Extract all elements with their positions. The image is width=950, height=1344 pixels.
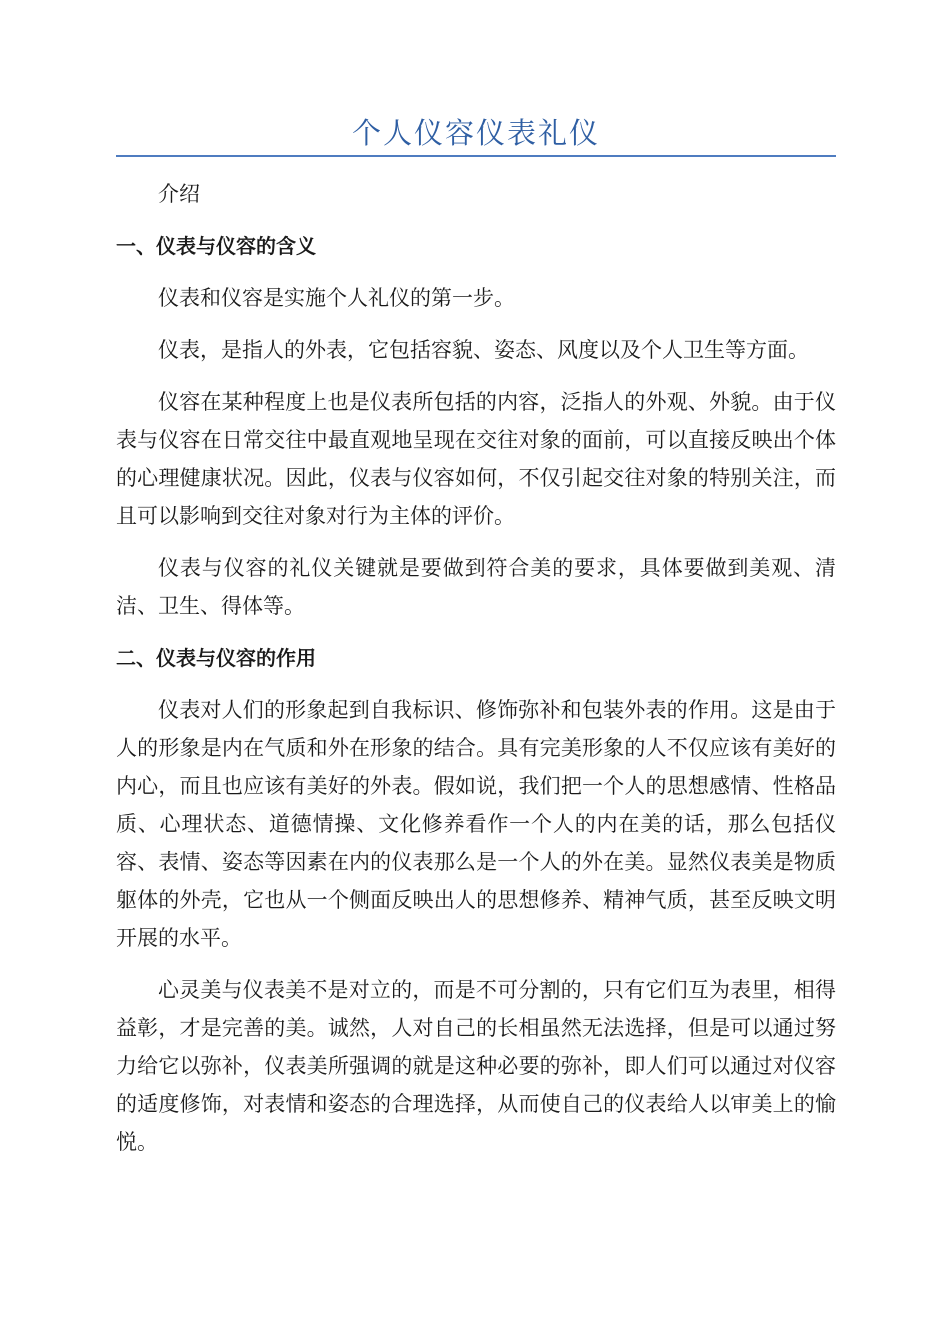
- section-heading-1: 一、仪表与仪容的含义: [116, 234, 316, 258]
- section-1-paragraph-3: 仪容在某种程度上也是仪表所包括的内容，泛指人的外观、外貌。由于仪表与仪容在日常交往中最直观地呈现在交往对象的面前，可以直接反映出个体的心理健康状况。因此，仪表与仪容如何，不仅引起交往对象的特别关注，而且可以影响到交往对象对行为主体的评价。: [116, 390, 836, 528]
- section-2-paragraph-2: 心灵美与仪表美不是对立的，而是不可分割的，只有它们互为表里，相得益彰，才是完善的美。诚然，人对自己的长相虽然无法选择，但是可以通过努力给它以弥补，仪表美所强调的就是这种必要的弥补，即人们可以通过对仪容的适度修饰，对表情和姿态的合理选择，从而使自己的仪表给人以审美上的愉悦。: [116, 978, 836, 1154]
- title-underline: [116, 155, 836, 157]
- intro-text: 介绍: [158, 182, 200, 206]
- section-1-paragraph-4: 仪表与仪容的礼仪关键就是要做到符合美的要求，具体要做到美观、清洁、卫生、得体等。: [116, 556, 836, 618]
- section-heading-2: 二、仪表与仪容的作用: [116, 646, 316, 670]
- document-title: 个人仪容仪表礼仪: [351, 116, 600, 150]
- section-2-paragraph-1: 仪表对人们的形象起到自我标识、修饰弥补和包装外表的作用。这是由于人的形象是内在气质和外在形象的结合。具有完美形象的人不仅应该有美好的内心，而且也应该有美好的外表。假如说，我们把一个人的思想感情、性格品质、心理状态、道德情操、文化修养看作一个人的内在美的话，那么包括仪容、表情、姿态等因素在内的仪表那么是一个人的外在美。显然仪表美是物质躯体的外壳，它也从一个侧面反映出人的思想修养、精神气质，甚至反映文明开展的水平。: [116, 698, 836, 950]
- section-1-paragraph-2: 仪表，是指人的外表，它包括容貌、姿态、风度以及个人卫生等方面。: [158, 338, 809, 362]
- section-1-paragraph-1: 仪表和仪容是实施个人礼仪的第一步。: [158, 286, 515, 310]
- document-body: [116, 175, 836, 1175]
